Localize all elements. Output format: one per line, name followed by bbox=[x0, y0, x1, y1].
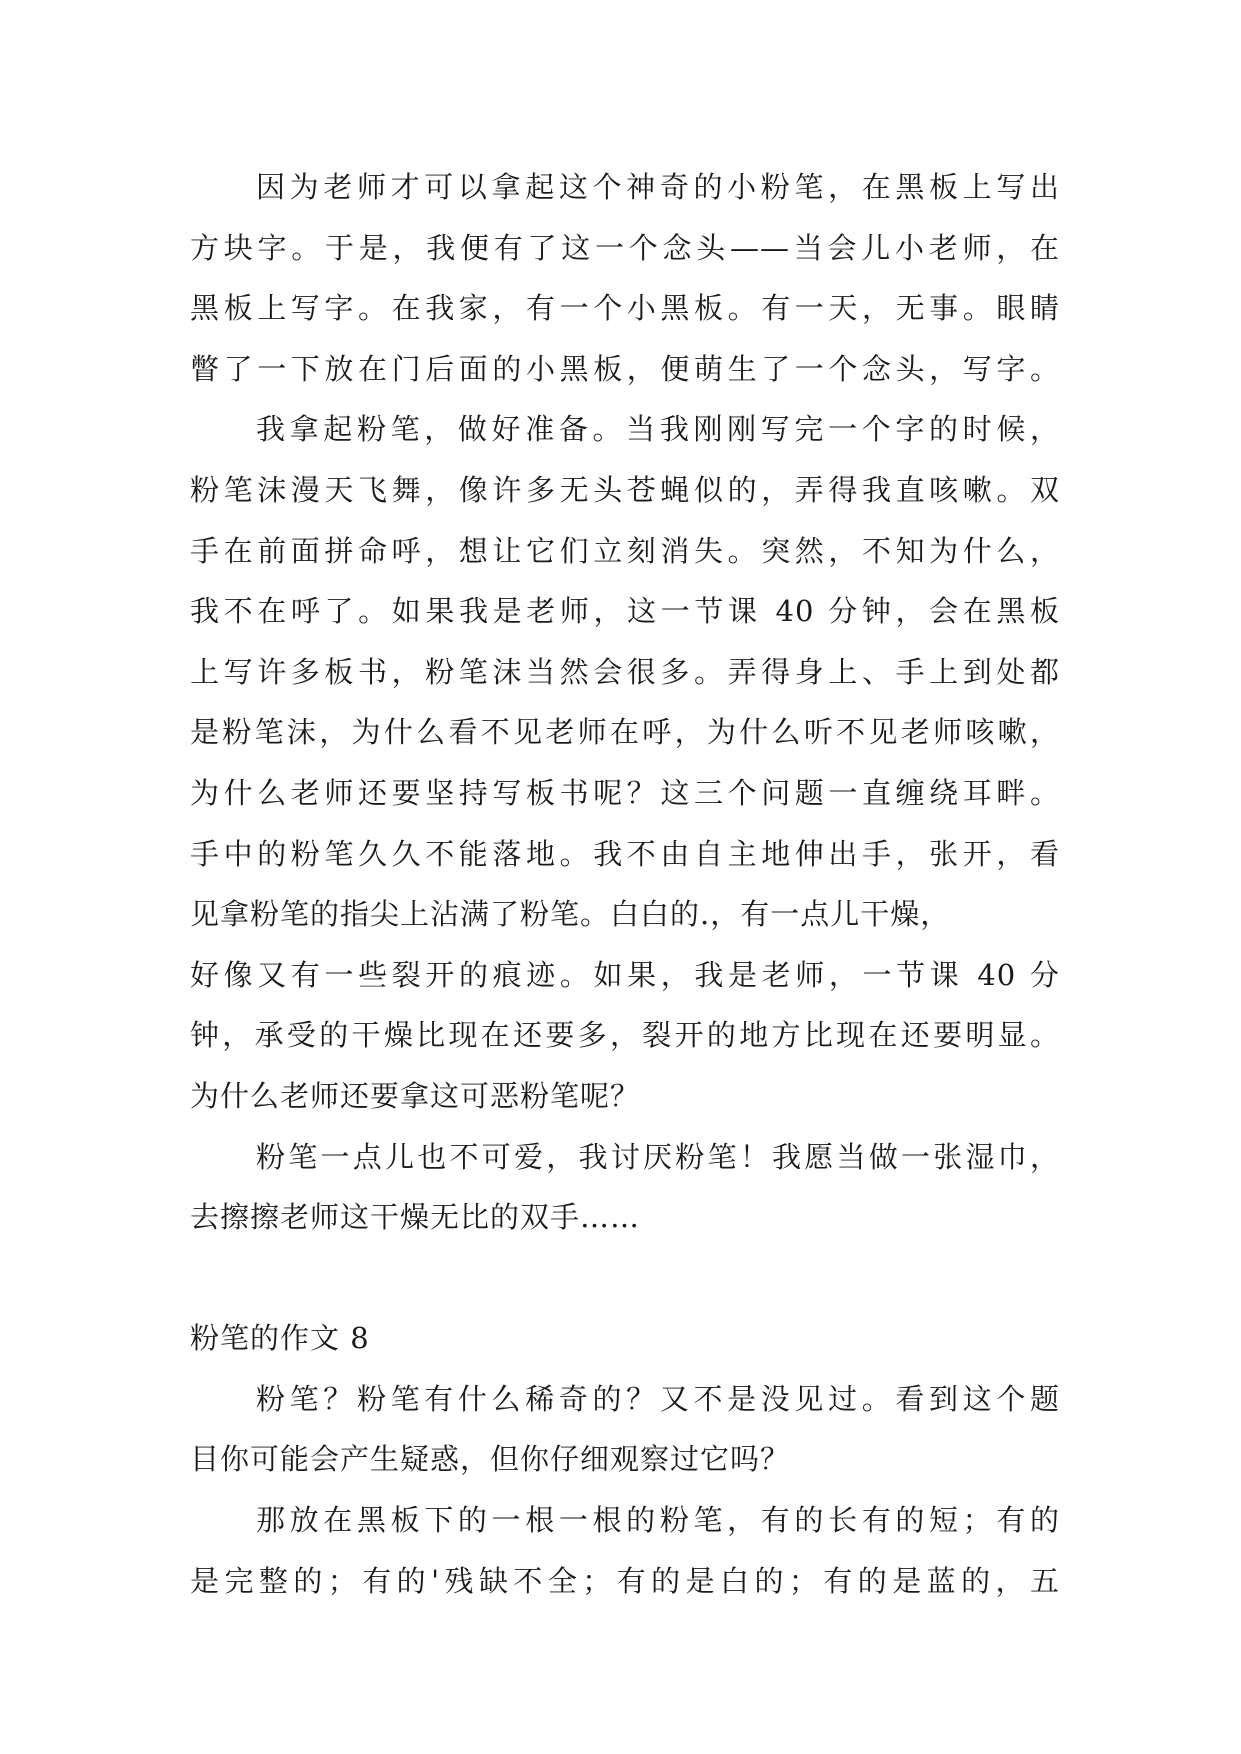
paragraph-line: 好像又有一些裂开的痕迹。如果，我是老师，一节课 40 分 bbox=[190, 957, 1060, 992]
paragraph-line: 手中的粉笔久久不能落地。我不由自主地伸出手，张开，看 bbox=[190, 836, 1060, 871]
paragraph-line: 去擦擦老师这干燥无比的双手…… bbox=[190, 1200, 641, 1235]
paragraph-line: 钟，承受的干燥比现在还要多，裂开的地方比现在还要明显。 bbox=[190, 1018, 1060, 1053]
paragraph-line: 是粉笔沫，为什么看不见老师在呼，为什么听不见老师咳嗽， bbox=[190, 715, 1060, 750]
paragraph-line: 为什么老师还要拿这可恶粉笔呢？ bbox=[190, 1078, 641, 1113]
section-heading: 粉笔的作文 8 bbox=[190, 1321, 370, 1356]
paragraph-line: 那放在黑板下的一根一根的粉笔，有的长有的短；有的 bbox=[256, 1503, 1060, 1538]
paragraph-line: 目你可能会产生疑惑，但你仔细观察过它吗？ bbox=[190, 1442, 791, 1477]
paragraph-line: 方块字。于是，我便有了这一个念头——当会儿小老师，在 bbox=[190, 230, 1060, 265]
paragraph-line: 因为老师才可以拿起这个神奇的小粉笔，在黑板上写出 bbox=[256, 170, 1060, 204]
section-gap bbox=[190, 1248, 1060, 1309]
paragraph-line: 见拿粉笔的指尖上沾满了粉笔。白白的.，有一点儿干燥， bbox=[190, 897, 951, 932]
paragraph-line: 粉笔沫漫天飞舞，像许多无头苍蝇似的，弄得我直咳嗽。双 bbox=[190, 472, 1060, 507]
paragraph-line: 我不在呼了。如果我是老师，这一节课 40 分钟，会在黑板 bbox=[190, 594, 1060, 629]
paragraph-line: 粉笔一点儿也不可爱，我讨厌粉笔！我愿当做一张湿巾， bbox=[256, 1139, 1060, 1174]
paragraph-line: 上写许多板书，粉笔沫当然会很多。弄得身上、手上到处都 bbox=[190, 654, 1060, 689]
essay-text bbox=[190, 157, 1060, 1611]
paragraph-line: 为什么老师还要坚持写板书呢？这三个问题一直缠绕耳畔。 bbox=[190, 775, 1060, 810]
paragraph-line: 瞥了一下放在门后面的小黑板，便萌生了一个念头，写字。 bbox=[190, 351, 1060, 386]
paragraph-line: 手在前面拼命呼，想让它们立刻消失。突然，不知为什么， bbox=[190, 533, 1060, 568]
paragraph-line: 是完整的；有的'残缺不全；有的是白的；有的是蓝的，五 bbox=[190, 1563, 1060, 1598]
paragraph-line: 粉笔？粉笔有什么稀奇的？又不是没见过。看到这个题 bbox=[256, 1381, 1060, 1416]
paragraph-line: 黑板上写字。在我家，有一个小黑板。有一天，无事。眼睛 bbox=[190, 291, 1060, 326]
paragraph-line: 我拿起粉笔，做好准备。当我刚刚写完一个字的时候， bbox=[256, 412, 1060, 447]
